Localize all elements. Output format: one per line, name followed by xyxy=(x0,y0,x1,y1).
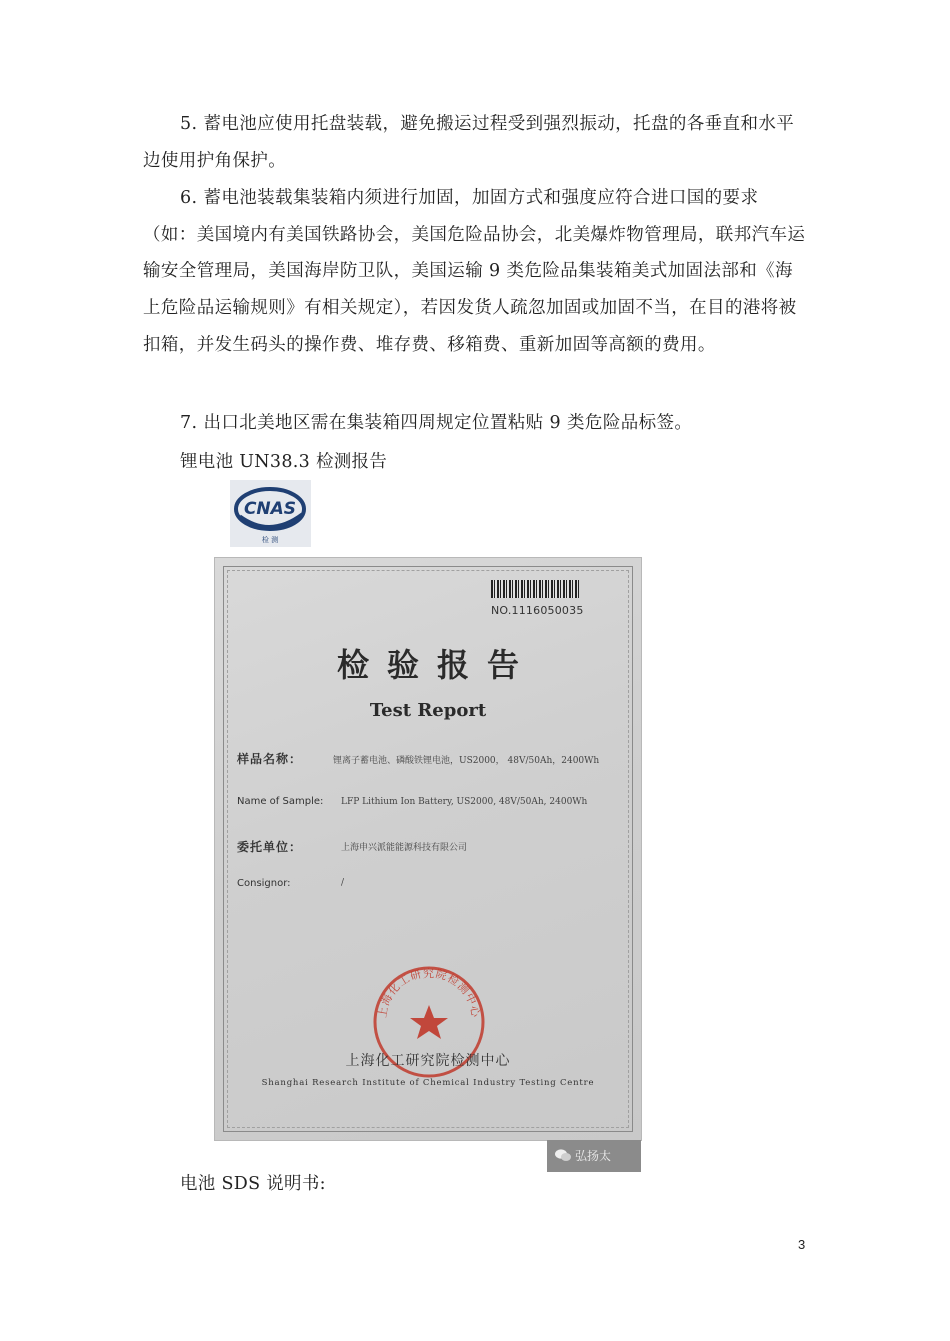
paragraph-6: 6. 蓄电池装载集装箱内须进行加固，加固方式和强度应符合进口国的要求（如：美国境内有美国铁路协会，美国危险品协会，北美爆炸物管理局，联邦汽车运输安全管理局，美国海岸防卫队，美国运输 9 类危险品集装箱美式加固法部和《海上危险品运输规则》有相关规定），若因发货人疏忽加固或加固不当，在目的港将被扣箱，并发生码头的操作费、堆存费、移箱费、重新加固等高额的费用。 xyxy=(143,188,806,355)
svg-text:上海化工研究院检测中心: 上海化工研究院检测中心 xyxy=(375,966,483,1019)
report-caption: 锂电池 UN38.3 检测报告 xyxy=(180,452,388,472)
sds-caption: 电池 SDS 说明书: xyxy=(180,1174,326,1194)
cnas-logo-subtext: 检 测 xyxy=(261,536,279,544)
organization-name-en: Shanghai Research Institute of Chemical Industry Testing Centre xyxy=(261,1078,595,1088)
sample-label-cn: 样品名称： xyxy=(237,752,303,766)
sample-value-cn: 锂离子蓄电池、磷酸铁锂电池，US2000， 48V/50Ah，2400Wh xyxy=(333,756,600,766)
page-number: 3 xyxy=(798,1237,806,1252)
consignor-value-en: / xyxy=(341,878,345,888)
sample-value-en: LFP Lithium Ion Battery, US2000, 48V/50Ah, 2400Wh xyxy=(341,797,588,807)
organization-name-cn: 上海化工研究院检测中心 xyxy=(345,1053,511,1069)
consignor-label-cn: 委托单位： xyxy=(237,840,303,854)
sample-label-en: Name of Sample: xyxy=(237,796,324,807)
cnas-logo-text: CNAS xyxy=(243,499,297,519)
barcode xyxy=(491,580,579,598)
paragraph-7: 7. 出口北美地区需在集装箱四周规定位置粘贴 9 类危险品标签。 xyxy=(180,413,693,433)
consignor-label-en: Consignor: xyxy=(237,878,291,889)
wechat-icon xyxy=(555,1149,571,1162)
certificate-title-cn: 检验报告 xyxy=(336,646,537,684)
certificate-title-en: Test Report xyxy=(369,700,487,721)
test-report-certificate xyxy=(214,557,642,1141)
watermark-badge xyxy=(547,1140,641,1172)
consignor-value-cn: 上海申兴派能能源科技有限公司 xyxy=(341,843,468,853)
certificate-number: NO.1116050035 xyxy=(491,604,584,617)
watermark-text: 弘扬太 xyxy=(575,1149,612,1163)
paragraph-5: 5. 蓄电池应使用托盘装载，避免搬运过程受到强烈振动，托盘的各垂直和水平边使用护角保护。 xyxy=(143,114,795,171)
cnas-logo xyxy=(230,480,311,547)
